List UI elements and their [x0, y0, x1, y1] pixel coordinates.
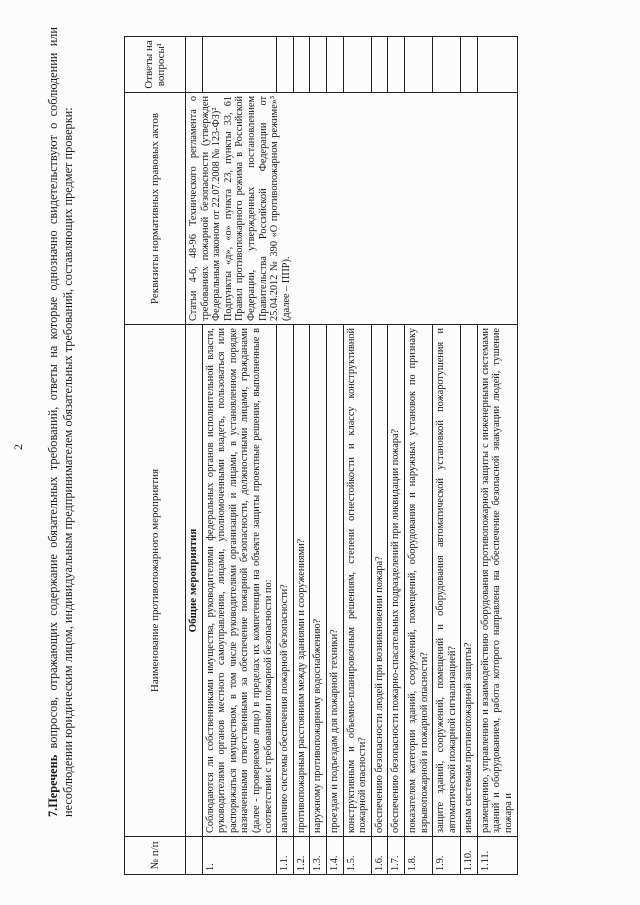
- row-text: наружному противопожарному водоснабжению?: [310, 325, 327, 837]
- page-number: 2: [11, 444, 25, 450]
- answer-cell[interactable]: [343, 37, 371, 93]
- row-num: 1.5.: [343, 837, 371, 875]
- row-text: размещению, управлению и взаимодействию оборудования противопожарной защиты с инженерными системами зданий и оборудованием, работа которого направлена на обеспечение безопасной эвакуации людей, тушение пожара и: [477, 325, 517, 837]
- header-num: № п/п: [125, 837, 186, 875]
- answer-cell[interactable]: [388, 37, 405, 93]
- answer-cell[interactable]: [293, 37, 310, 93]
- row-text: проездам и подъездам для пожарной техники?: [326, 325, 343, 837]
- answer-cell[interactable]: [310, 37, 327, 93]
- section-empty: [186, 837, 203, 875]
- answer-cell[interactable]: [433, 37, 461, 93]
- row-text: конструктивным и объемно-планировочным решениям, степени огнестойкости и классу конструктивной пожарной опасности?: [343, 325, 371, 837]
- answer-cell[interactable]: [477, 37, 517, 93]
- answer-cell[interactable]: [202, 37, 277, 93]
- row-num: 1.9.: [433, 837, 461, 875]
- row-num: 1.10.: [461, 837, 478, 875]
- answer-cell[interactable]: [277, 37, 294, 93]
- answer-cell[interactable]: [326, 37, 343, 93]
- row-text: показателям категории зданий, сооружений, помещений, оборудования и наружных установок по признаку взрывопожарной и пожарной опасности?: [404, 325, 432, 837]
- row-text: Соблюдаются ли собственниками имущества, руководителями федеральных органов исполнительной власти, руководителями органов местного самоуправления, лицами, уполномоченными владеть, пользоваться или распоряжаться имуществом, в том числе руководителями организаций и лицами, в установленном порядке назначенными ответственными за обеспечение пожарной безопасности, должностными лицами, гражданами (далее - проверяемое лицо) в пределах их компетенции на объекте защиты проектные решения, выполненные в соответствии с требованиями пожарной безопасности по:: [202, 325, 277, 837]
- row-num: 1.: [202, 837, 277, 875]
- header-answers: Ответы на вопросы¹: [125, 37, 186, 93]
- row-text: обеспечению безопасности людей при возникновении пожара?: [371, 325, 388, 837]
- heading-text: вопросов, отражающих содержание обязательных требований, ответы на которые однозначно свидетельствуют о соблюдении или несоблюдении юридическим лицом, индивидуальным предпринимателем обязательных требований, составляющих предмет проверки:: [46, 26, 75, 817]
- row-num: 1.3.: [310, 837, 327, 875]
- row-text: обеспечению безопасности пожарно-спасательных подразделений при ликвидации пожара?: [388, 325, 405, 837]
- header-name: Наименование противопожарного мероприятия: [125, 325, 186, 837]
- row-text: наличию системы обеспечения пожарной безопасности?: [277, 325, 294, 837]
- answer-cell-section: [186, 37, 203, 93]
- answer-cell[interactable]: [461, 37, 478, 93]
- row-num: 1.7.: [388, 837, 405, 875]
- row-num: 1.4.: [326, 837, 343, 875]
- row-num: 1.8.: [404, 837, 432, 875]
- table-header-row: [125, 37, 186, 875]
- row-text: иным системам противопожарной защиты?: [461, 325, 478, 837]
- document-heading: [46, 27, 75, 817]
- section-title: Общие мероприятия: [186, 325, 203, 837]
- header-requisites: Реквизиты нормативных правовых актов: [125, 93, 186, 325]
- requisites-cell: Статьи 4-6, 48-96 Технического регламента о требованиях пожарной безопасности (утвержден Федеральным законом от 22.07.2008 № 123-ФЗ)² Подпункты «д», «о» пункта 23, пункты 33, 61 Правил противопожарного режима в Российской Федерации, утвержденных постановлением Правительства Российской Федерации от 25.04.2012 № 390 «О противопожарном режиме»³ (далее – ППР).: [186, 93, 518, 325]
- row-num: 1.11.: [477, 837, 517, 875]
- answer-cell[interactable]: [371, 37, 388, 93]
- row-num: 1.1.: [277, 837, 294, 875]
- row-text: защите зданий, сооружений, помещений и оборудования автоматической установкой пожаротушения и автоматической пожарной сигнализацией?: [433, 325, 461, 837]
- row-num: 1.6.: [371, 837, 388, 875]
- row-num: 1.2.: [293, 837, 310, 875]
- section-row: [186, 37, 203, 875]
- answer-cell[interactable]: [404, 37, 432, 93]
- row-text: противопожарным расстояниям между зданиями и сооружениями?: [293, 325, 310, 837]
- heading-lead: 7.Перечень: [46, 754, 60, 817]
- checklist-table: [124, 36, 518, 875]
